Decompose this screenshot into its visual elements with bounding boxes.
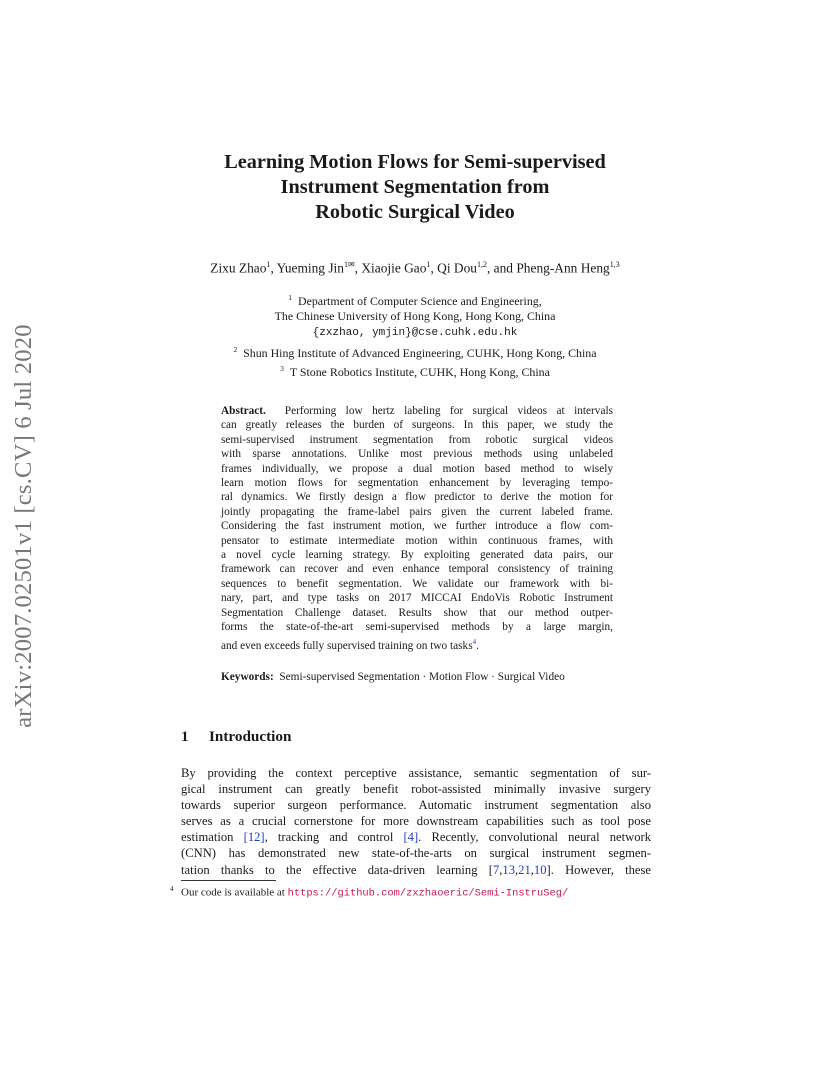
abstract-line: pensator to estimate intermediate motion within continuous frames, with <box>221 534 613 547</box>
abstract-line: a novel cycle learning strategy. By exploiting generated data pairs, our <box>221 549 613 562</box>
affiliation-3: $^3$ T Stone Robotics Institute, CUHK, Hong Kong, China <box>280 363 550 379</box>
title-line: Robotic Surgical Video <box>315 201 515 223</box>
author-name: Xiaojie Gao <box>361 260 427 276</box>
keywords-text: Semi-supervised Segmentation · Motion Flow · Surgical Video <box>279 671 565 683</box>
footnote-link[interactable]: 4 <box>472 637 477 646</box>
citation-link[interactable]: 7 <box>492 862 500 877</box>
author-affil-mark: 1,2 <box>476 260 487 269</box>
author-name: Qi Dou <box>437 260 477 276</box>
body-line: towards superior surgeon performance. Automatic instrument segmentation also <box>181 798 651 813</box>
abstract-line: and even exceeds fully supervised training on two tasks$^4$. <box>221 637 479 652</box>
contact-email[interactable]: {zxzhao, ymjin}@cse.cuhk.edu.hk <box>312 327 518 340</box>
intro-paragraph <box>181 765 651 878</box>
citation-link[interactable]: 13 <box>502 862 515 877</box>
author-list: Zixu Zhao$^1$, Yueming Jin$^{1✉}$, Xiaojie Gao$^1$, Qi Dou$^{1,2}$, and Pheng-Ann Heng$^{1,3}$ <box>210 260 620 276</box>
footnote <box>170 885 568 900</box>
author-affil-mark: 1 <box>426 260 431 269</box>
arxiv-id[interactable]: arXiv:2007.02501v1 [cs.CV] 6 Jul 2020 <box>10 324 38 728</box>
footnote-text: Our code is available at <box>181 886 288 899</box>
affiliation-1-line2: The Chinese University of Hong Kong, Hong Kong, China <box>274 309 556 324</box>
abstract-line: Abstract. Performing low hertz labeling for surgical videos at intervals <box>221 405 613 417</box>
abstract-line: frames individually, we propose a dual motion based method to wisely <box>221 462 613 475</box>
abstract-line: can greatly releases the burden of surgeons. In this paper, we study the <box>221 419 613 432</box>
section-heading <box>181 728 291 746</box>
affiliation-1: $^1$ Department of Computer Science and Engineering, <box>288 293 542 308</box>
abstract-line: with sparse annotations. Unlike most previous methods using unlabeled <box>221 448 613 461</box>
footnote-mark: 4 <box>170 885 174 893</box>
abstract-line: forms the state-of-the-art semi-supervised methods by a large margin, <box>221 621 613 634</box>
keywords <box>221 671 621 683</box>
section-title: Introduction <box>209 728 292 745</box>
body-line: tation thanks to the effective data-driven learning [7,13,21,10]. However, these <box>181 862 651 877</box>
author-affil-mark: 1 <box>266 260 271 269</box>
author-affil-mark: 1✉ <box>343 260 355 269</box>
abstract-line: ral dynamics. We firstly design a flow predictor to derive the motion for <box>221 491 613 504</box>
abstract-line: Considering the fast instrument motion, we further introduce a flow com- <box>221 520 613 533</box>
body-line: estimation [12], tracking and control [4]. Recently, convolutional neural network <box>181 830 651 845</box>
abstract-line: jointly propagating the frame-label pairs given the current labeled frame. <box>221 505 613 518</box>
citation-link[interactable]: 21 <box>518 862 531 877</box>
abstract-line: nary, part, and type tasks on 2017 MICCAI EndoVis Robotic Instrument <box>221 592 613 605</box>
citation-link[interactable]: [12] <box>243 830 265 845</box>
paper-title <box>150 150 680 225</box>
abstract-line: Segmentation Challenge dataset. Results show that our method outper- <box>221 606 613 619</box>
footnote-divider <box>181 880 276 881</box>
author-name: Pheng-Ann Heng <box>516 260 610 276</box>
body-line: (CNN) has demonstrated new state-of-the-arts on surgical instrument segmen- <box>181 846 651 861</box>
arxiv-stamp <box>2 298 46 754</box>
body-line: gical instrument can greatly benefit robot-assisted minimally invasive surgery <box>181 782 651 797</box>
abstract-line: sequences to benefit segmentation. We validate our framework with bi- <box>221 577 613 590</box>
citation-link[interactable]: 10 <box>533 862 547 877</box>
affiliations <box>150 290 680 380</box>
citation-link[interactable]: [4] <box>403 830 419 845</box>
author-name: Yueming Jin <box>276 260 344 276</box>
title-line: Learning Motion Flows for Semi-supervised <box>224 151 606 173</box>
code-url-link[interactable]: https://github.com/zxzhaoeric/Semi-InstruSeg/ <box>287 887 569 900</box>
abstract-label: Abstract. <box>221 405 266 417</box>
author-name: Zixu Zhao <box>210 260 267 276</box>
abstract-line: semi-supervised instrument segmentation from robotic surgical videos <box>221 433 613 446</box>
abstract <box>221 404 613 653</box>
abstract-line: learn motion flows for segmentation enhancement by leveraging tempo- <box>221 477 613 490</box>
section-number: 1 <box>181 728 189 745</box>
body-line: By providing the context perceptive assistance, semantic segmentation of sur- <box>181 766 651 780</box>
affiliation-2: $^2$ Shun Hing Institute of Advanced Engineering, CUHK, Hong Kong, China <box>233 344 597 360</box>
title-line: Instrument Segmentation from <box>280 176 550 198</box>
author-affil-mark: 1,3 <box>609 260 620 269</box>
keywords-label: Keywords: <box>221 671 274 683</box>
body-line: serves as a crucial cornerstone for more downstream capabilities such as tool pose <box>181 814 651 829</box>
abstract-line: framework can recover and even enhance temporal consistency of training <box>221 563 613 576</box>
